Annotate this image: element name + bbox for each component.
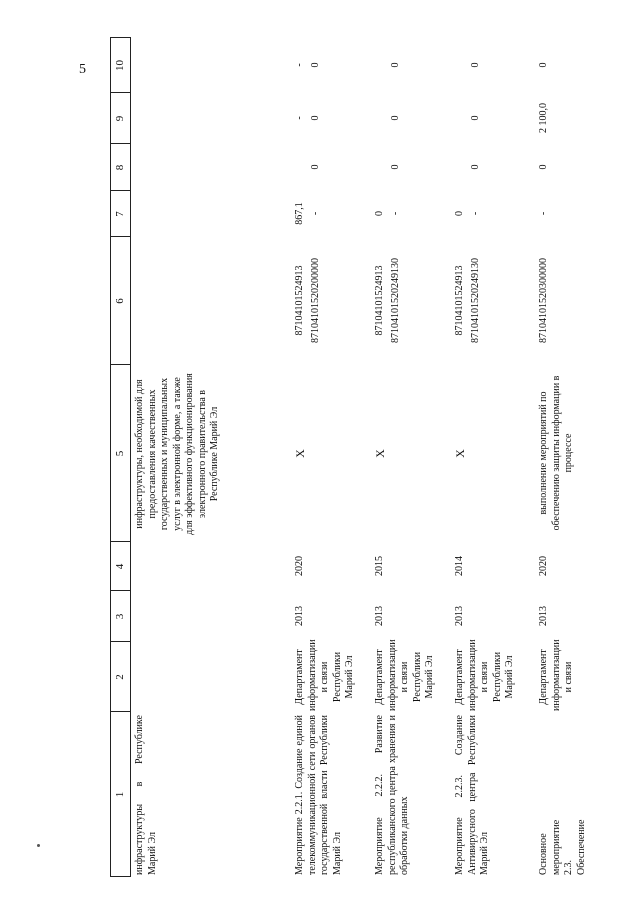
row-3-col7-value: 0 [454, 211, 465, 216]
row-1-col7-value: 867,1 [294, 202, 305, 225]
column-header-5: 5 [114, 450, 126, 457]
row-3-budget-code-1: 87104101524913 [454, 265, 465, 336]
page-number: 5 [79, 62, 86, 77]
row-1-x-mark: X [293, 449, 307, 458]
row-3-budget-code-2: 87104101520249130 [470, 258, 481, 343]
row-1-budget-code-2: 87104101520200000 [310, 258, 321, 343]
row-3-x-mark: X [453, 449, 467, 458]
row-1-department: Департамент информатизации и связи Республики Марий Эл [294, 639, 355, 711]
row-1-col10-value: 0 [310, 62, 321, 68]
row-3-title: Мероприятие 2.2.3. Создание Антивирусного центра Республики Марий Эл [454, 715, 490, 875]
row-3-col10-value: 0 [470, 62, 481, 68]
row-2-col7-dash: - [390, 211, 401, 216]
row-3-col7-dash: - [470, 211, 481, 216]
row-2-col8-value: 0 [390, 164, 401, 170]
column-header-7: 7 [114, 211, 126, 217]
row-4-col7-dash: - [538, 211, 549, 216]
row-4-col8-value: 0 [538, 164, 549, 170]
scan-artifact-dot [37, 844, 40, 847]
row-1-col7-dash: - [310, 211, 321, 216]
row-3-end-year: 2014 [454, 556, 465, 576]
row-3-start-year: 2013 [454, 606, 465, 626]
row-4-title: Основное мероприятие 2.3. Обеспечение [538, 819, 587, 875]
column-header-8: 8 [114, 164, 126, 171]
row-1-end-year: 2020 [294, 556, 305, 576]
column-header-3: 3 [114, 613, 126, 620]
row-2-budget-code-1: 87104101524913 [374, 265, 385, 336]
row-4-start-year: 2013 [538, 606, 549, 626]
row-1-col9-value: 0 [310, 115, 321, 121]
row-3-col8-value: 0 [470, 164, 481, 170]
row-2-col10-value: 0 [390, 62, 401, 68]
row-2-col9-value: 0 [390, 115, 401, 121]
row-2-title: Мероприятие 2.2.2. Развитие республиканского центра хранения и обработки данных [374, 715, 410, 875]
row-1-col9-dash: - [294, 116, 305, 120]
row-4-col9-value: 2 100,0 [538, 103, 549, 133]
column-header-10: 10 [114, 60, 126, 71]
continuation-col1: инфраструктуры в Республике Марий Эл [134, 715, 158, 875]
row-4-objective-text: выполнение мероприятий по обеспечению защиты информации в процессе [538, 375, 574, 531]
column-header-2: 2 [114, 674, 126, 680]
row-2-end-year: 2015 [374, 556, 385, 576]
row-2-budget-code-2: 87104101520249130 [390, 258, 401, 343]
row-1-budget-code-1: 87104101524913 [294, 265, 305, 336]
budget-table [110, 37, 610, 877]
continuation-col5: инфраструктуры, необходимой для предоставления качественных государственных и муниципальных услуг в электронной форме, а также для эффективного функционирования электронного правительства в Республике Марий Эл [134, 373, 220, 535]
row-1-col8-value: 0 [310, 164, 321, 170]
row-4-department: Департамент информатизации и связи [538, 639, 574, 711]
row-2-col7-value: 0 [374, 211, 385, 216]
row-2-x-mark: X [373, 449, 387, 458]
column-header-1: 1 [114, 791, 126, 798]
row-2-start-year: 2013 [374, 606, 385, 626]
column-header-4: 4 [114, 563, 126, 570]
column-header-6: 6 [114, 298, 126, 304]
row-2-department: Департамент информатизации и связи Республики Марий Эл [374, 639, 435, 711]
row-1-title: Мероприятие 2.2.1. Создание единой телекоммуникационной сети органов государственной власти Республики Марий Эл [294, 715, 343, 875]
row-1-col10-dash: - [294, 63, 305, 67]
header-bottom-rule [130, 37, 131, 877]
row-3-col9-value: 0 [470, 115, 481, 121]
row-3-department: Департамент информатизации и связи Республики Марий Эл [454, 639, 515, 711]
row-4-budget-code: 87104101520300000 [538, 258, 549, 343]
row-1-start-year: 2013 [294, 606, 305, 626]
row-4-col10-value: 0 [538, 62, 549, 68]
column-header-9: 9 [114, 115, 126, 122]
row-4-end-year: 2020 [538, 556, 549, 576]
